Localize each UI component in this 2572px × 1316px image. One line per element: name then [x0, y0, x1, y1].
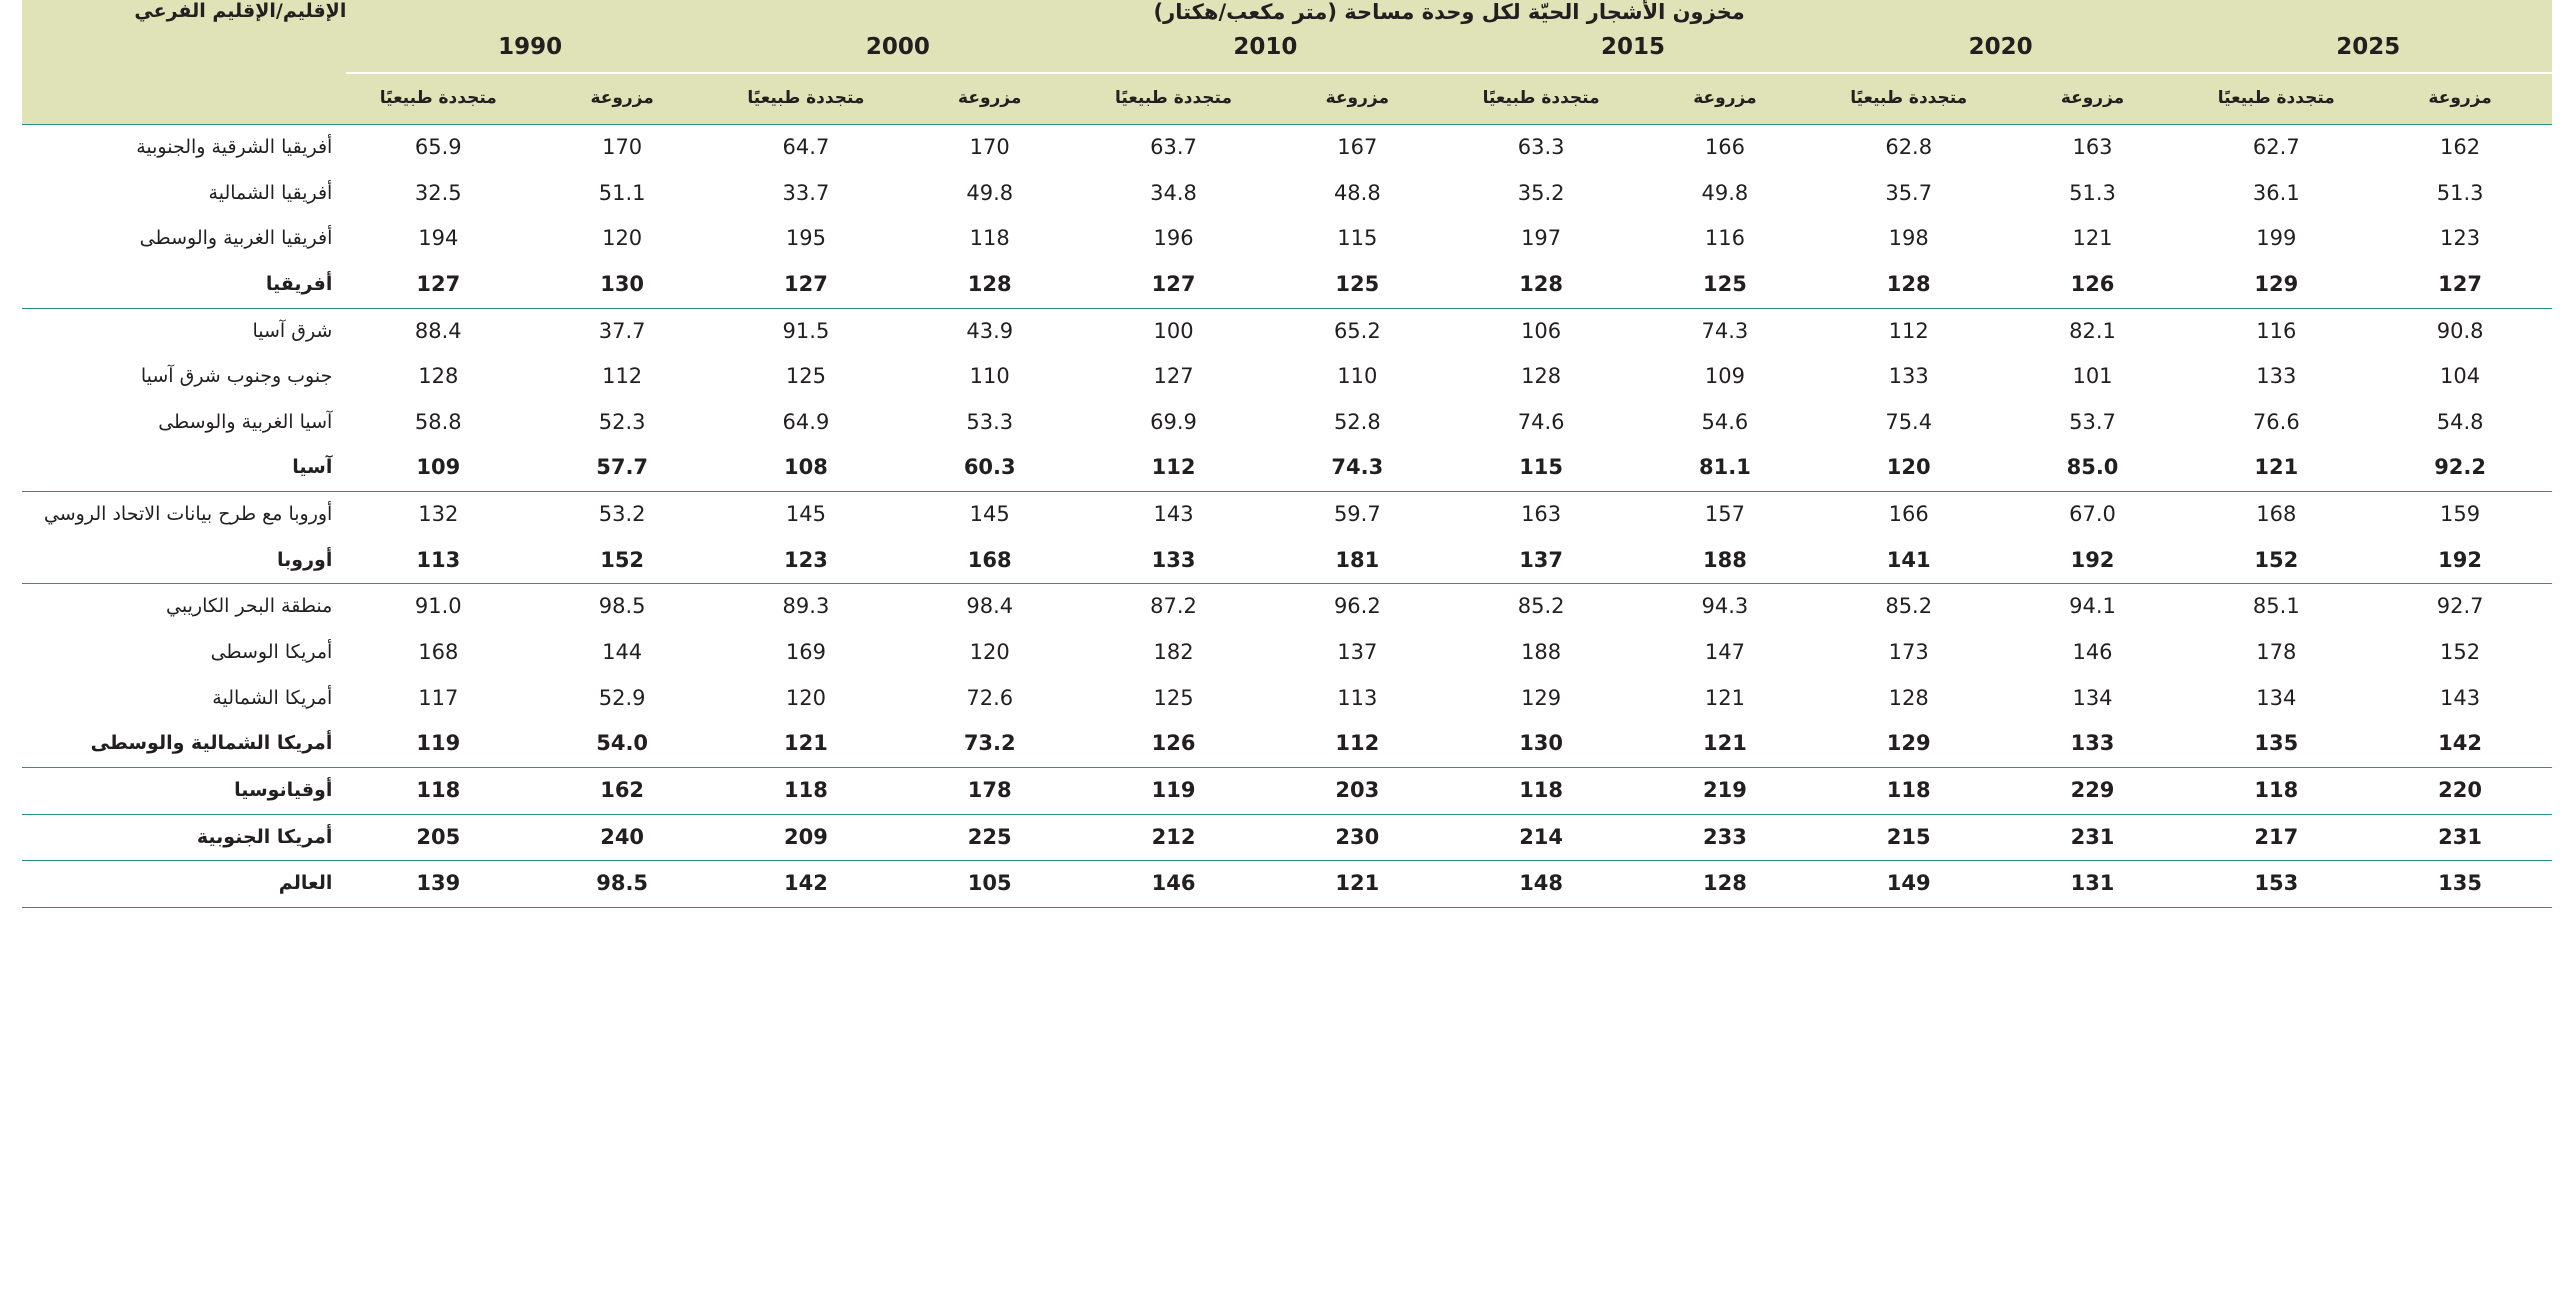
table-cell: 137: [1449, 538, 1633, 584]
table-cell: 51.3: [2436, 180, 2484, 205]
table-cell: 54.0: [530, 721, 714, 767]
subheader-natural-2010: متجددة طبيعيًا: [1082, 73, 1266, 125]
table-cell: 141: [1817, 538, 2001, 584]
table-row: [22, 814, 2552, 861]
table-cell: 115: [1449, 445, 1633, 491]
table-row: [22, 630, 2552, 676]
table-cell: 113: [1337, 685, 1378, 710]
table-cell: 53.2: [598, 502, 646, 527]
table-cell: 120: [602, 226, 643, 251]
table-cell: 173: [1888, 640, 1929, 665]
table-cell: 43.9: [966, 318, 1014, 343]
table-cell: 72.6: [966, 685, 1014, 710]
table-cell: 199: [2256, 226, 2297, 251]
table-cell: 135: [2184, 721, 2368, 767]
table-cell: 203: [1265, 767, 1449, 814]
table-cell: 92.7: [2436, 594, 2484, 619]
table-cell: 94.1: [2069, 594, 2116, 619]
table-cell: 49.8: [1701, 180, 1749, 205]
row-label: أمريكا الشمالية: [212, 686, 333, 709]
table-cell: 162: [530, 767, 714, 814]
year-header-2015: 2015: [1449, 24, 1817, 73]
table-cell: 127: [1153, 364, 1194, 389]
table-cell: 53.7: [2069, 409, 2116, 434]
table-row: [22, 676, 2552, 722]
table-cell: 135: [2368, 861, 2552, 908]
table-cell: 128: [1633, 861, 1817, 908]
table-row: [22, 125, 2552, 171]
table-cell: 112: [1888, 318, 1929, 343]
table-cell: 170: [898, 125, 1082, 171]
row-label: آسيا: [22, 445, 346, 491]
table-row: [22, 492, 2552, 538]
subheader-planted-2020: مزروعة: [2001, 73, 2185, 125]
subheader-natural-2015: متجددة طبيعيًا: [1449, 73, 1633, 125]
table-cell: 65.2: [1333, 318, 1381, 343]
table-cell: 170: [530, 125, 714, 171]
table-cell: 36.1: [2252, 180, 2300, 205]
table-cell: 109: [346, 445, 530, 491]
row-label: أمريكا الشمالية والوسطى: [22, 721, 346, 767]
table-cell: 220: [2368, 767, 2552, 814]
table-cell: 98.5: [598, 594, 646, 619]
table-cell: 132: [418, 502, 459, 527]
subheader-natural-2000: متجددة طبيعيًا: [714, 73, 898, 125]
table-cell: 100: [1153, 318, 1194, 343]
row-label: أفريقيا الشرقية والجنوبية: [22, 125, 346, 171]
table-cell: 152: [530, 538, 714, 584]
table-cell: 85.0: [2001, 445, 2185, 491]
table-cell: 116: [2256, 318, 2297, 343]
table-cell: 130: [1449, 721, 1633, 767]
table-cell: 88.4: [414, 318, 462, 343]
forest-growing-stock-table: [22, 0, 2552, 908]
table-cell: 53.3: [966, 409, 1014, 434]
row-label: أفريقيا الغربية والوسطى: [139, 227, 333, 250]
table-cell: 192: [2001, 538, 2185, 584]
row-label: أفريقيا الشمالية: [208, 181, 333, 204]
table-cell: 112: [1265, 721, 1449, 767]
table-cell: 121: [714, 721, 898, 767]
table-cell: 181: [1265, 538, 1449, 584]
table-cell: 128: [418, 364, 459, 389]
table-cell: 37.7: [598, 318, 646, 343]
table-cell: 51.1: [598, 180, 646, 205]
table-cell: 143: [1153, 502, 1194, 527]
year-header-2010: 2010: [1082, 24, 1450, 73]
table-cell: 34.8: [1150, 180, 1197, 205]
row-label: أمريكا الوسطى: [210, 641, 333, 664]
table-cell: 128: [1817, 262, 2001, 308]
table-cell: 128: [1888, 685, 1929, 710]
table-cell: 127: [2368, 262, 2552, 308]
table-cell: 131: [2001, 861, 2185, 908]
table-cell: 123: [2440, 226, 2481, 251]
table-cell: 65.9: [346, 125, 530, 171]
table-cell: 54.6: [1701, 409, 1749, 434]
subheader-planted-2025: مزروعة: [2368, 73, 2552, 125]
table-cell: 49.8: [966, 180, 1014, 205]
table-row: [22, 308, 2552, 354]
table-cell: 146: [1082, 861, 1266, 908]
table-cell: 119: [346, 721, 530, 767]
table-cell: 108: [714, 445, 898, 491]
row-label: أوروبا: [22, 538, 346, 584]
table-cell: 128: [1449, 262, 1633, 308]
table-cell: 192: [2368, 538, 2552, 584]
table-cell: 117: [418, 685, 459, 710]
table-cell: 121: [2072, 226, 2113, 251]
table-cell: 81.1: [1633, 445, 1817, 491]
table-row: [22, 400, 2552, 446]
table-cell: 74.3: [1701, 318, 1749, 343]
table-cell: 157: [1704, 502, 1745, 527]
table-cell: 219: [1633, 767, 1817, 814]
subheader-planted-1990: مزروعة: [530, 73, 714, 125]
table-cell: 163: [2001, 125, 2185, 171]
table-cell: 110: [1337, 364, 1378, 389]
table-cell: 64.9: [782, 409, 830, 434]
table-cell: 194: [418, 226, 459, 251]
table-cell: 137: [1337, 640, 1378, 665]
table-cell: 35.7: [1885, 180, 1933, 205]
subheader-planted-2010: مزروعة: [1265, 73, 1449, 125]
table-cell: 94.3: [1701, 594, 1749, 619]
year-header-2020: 2020: [1817, 24, 2185, 73]
row-label: العالم: [22, 861, 346, 908]
table-cell: 133: [2001, 721, 2185, 767]
table-cell: 133: [1888, 364, 1929, 389]
row-label: آسيا الغربية والوسطى: [158, 410, 333, 433]
table-cell: 126: [2001, 262, 2185, 308]
table-cell: 128: [1521, 364, 1562, 389]
table-cell: 146: [2072, 640, 2113, 665]
table-cell: 69.9: [1150, 409, 1197, 434]
table-cell: 104: [2440, 364, 2481, 389]
table-row: [22, 584, 2552, 630]
table-cell: 75.4: [1885, 409, 1933, 434]
subheader-planted-2000: مزروعة: [898, 73, 1082, 125]
table-header: [22, 0, 2552, 125]
table-cell: 214: [1449, 814, 1633, 861]
table-cell: 115: [1337, 226, 1378, 251]
table-cell: 112: [1082, 445, 1266, 491]
table-cell: 148: [1449, 861, 1633, 908]
table-row: [22, 354, 2552, 400]
table-cell: 127: [714, 262, 898, 308]
table-row: [22, 216, 2552, 262]
table-cell: 188: [1633, 538, 1817, 584]
table-cell: 198: [1888, 226, 1929, 251]
table-cell: 128: [898, 262, 1082, 308]
table-cell: 59.7: [1333, 502, 1381, 527]
table-cell: 85.2: [1517, 594, 1565, 619]
table-cell: 233: [1633, 814, 1817, 861]
table-cell: 98.5: [530, 861, 714, 908]
table-cell: 91.5: [782, 318, 830, 343]
table-cell: 197: [1521, 226, 1562, 251]
subheader-natural-2025: متجددة طبيعيًا: [2184, 73, 2368, 125]
row-label: أفريقيا: [22, 262, 346, 308]
table-cell: 120: [785, 685, 826, 710]
table-cell: 62.8: [1817, 125, 2001, 171]
table-cell: 62.7: [2184, 125, 2368, 171]
table-cell: 152: [2440, 640, 2481, 665]
table-cell: 76.6: [2252, 409, 2300, 434]
table-cell: 152: [2184, 538, 2368, 584]
table-cell: 144: [602, 640, 643, 665]
table-cell: 119: [1082, 767, 1266, 814]
table-cell: 89.3: [782, 594, 830, 619]
table-cell: 52.9: [598, 685, 646, 710]
table-row: [22, 445, 2552, 491]
table-cell: 32.5: [414, 180, 462, 205]
table-cell: 178: [2256, 640, 2297, 665]
table-cell: 225: [898, 814, 1082, 861]
row-label: أمريكا الجنوبية: [22, 814, 346, 861]
table-cell: 168: [418, 640, 459, 665]
table-cell: 205: [346, 814, 530, 861]
table-cell: 57.7: [530, 445, 714, 491]
table-cell: 149: [1817, 861, 2001, 908]
table-cell: 51.3: [2069, 180, 2116, 205]
table-cell: 134: [2256, 685, 2297, 710]
table-cell: 129: [2184, 262, 2368, 308]
table-cell: 60.3: [898, 445, 1082, 491]
table-cell: 133: [2256, 364, 2297, 389]
table-cell: 217: [2184, 814, 2368, 861]
table-cell: 125: [785, 364, 826, 389]
subheader-row: [22, 73, 2552, 125]
table-cell: 167: [1265, 125, 1449, 171]
year-header-row: [22, 24, 2552, 73]
table-cell: 159: [2440, 502, 2481, 527]
row-label: أوقيانوسيا: [22, 767, 346, 814]
table-cell: 33.7: [782, 180, 830, 205]
table-cell: 63.3: [1449, 125, 1633, 171]
table-cell: 82.1: [2069, 318, 2116, 343]
table-body: [22, 125, 2552, 908]
table-cell: 153: [2184, 861, 2368, 908]
table-title: مخزون الأشجار الحيّة لكل وحدة مساحة (متر مكعب/هكتار): [346, 0, 2552, 24]
table-cell: 118: [969, 226, 1010, 251]
table-cell: 145: [969, 502, 1010, 527]
table-cell: 129: [1521, 685, 1562, 710]
table-cell: 109: [1704, 364, 1745, 389]
table-cell: 52.3: [598, 409, 646, 434]
table-cell: 121: [2184, 445, 2368, 491]
table-cell: 35.2: [1517, 180, 1565, 205]
table-cell: 134: [2072, 685, 2113, 710]
table-row: [22, 171, 2552, 217]
table-cell: 52.8: [1333, 409, 1381, 434]
table-cell: 129: [1817, 721, 2001, 767]
table-cell: 142: [714, 861, 898, 908]
table-cell: 139: [346, 861, 530, 908]
table-cell: 166: [1888, 502, 1929, 527]
table-row: [22, 861, 2552, 908]
table-cell: 105: [898, 861, 1082, 908]
table-cell: 178: [898, 767, 1082, 814]
table-cell: 212: [1082, 814, 1266, 861]
table-row: [22, 767, 2552, 814]
table-cell: 87.2: [1150, 594, 1197, 619]
table-cell: 85.1: [2252, 594, 2300, 619]
table-row: [22, 721, 2552, 767]
table-cell: 67.0: [2069, 502, 2116, 527]
year-header-2025: 2025: [2184, 24, 2552, 73]
table-cell: 169: [785, 640, 826, 665]
table-cell: 91.0: [414, 594, 462, 619]
table-cell: 113: [346, 538, 530, 584]
table-cell: 240: [530, 814, 714, 861]
table-cell: 116: [1704, 226, 1745, 251]
table-cell: 147: [1704, 640, 1745, 665]
table-cell: 106: [1521, 318, 1562, 343]
table-cell: 127: [1082, 262, 1266, 308]
row-label: منطقة البحر الكاريبي: [166, 595, 333, 618]
table-cell: 58.8: [414, 409, 462, 434]
subheader-planted-2015: مزروعة: [1633, 73, 1817, 125]
table-cell: 166: [1633, 125, 1817, 171]
table-cell: 215: [1817, 814, 2001, 861]
table-cell: 123: [714, 538, 898, 584]
table-cell: 162: [2368, 125, 2552, 171]
table-cell: 168: [898, 538, 1082, 584]
table-cell: 90.8: [2436, 318, 2484, 343]
row-label: شرق آسيا: [252, 319, 333, 342]
row-header-title: الإقليم/الإقليم الفرعي: [22, 0, 346, 125]
table-cell: 92.2: [2368, 445, 2552, 491]
table-cell: 133: [1082, 538, 1266, 584]
table-cell: 64.7: [714, 125, 898, 171]
table-cell: 121: [1704, 685, 1745, 710]
table-cell: 125: [1633, 262, 1817, 308]
table-cell: 231: [2368, 814, 2552, 861]
year-header-1990: 1990: [346, 24, 714, 73]
table-cell: 231: [2001, 814, 2185, 861]
table-cell: 101: [2072, 364, 2113, 389]
table-cell: 127: [346, 262, 530, 308]
table-cell: 112: [602, 364, 643, 389]
table-cell: 74.3: [1265, 445, 1449, 491]
table-cell: 54.8: [2436, 409, 2484, 434]
table-cell: 121: [1265, 861, 1449, 908]
table-cell: 118: [1449, 767, 1633, 814]
year-header-2000: 2000: [714, 24, 1082, 73]
table-cell: 73.2: [898, 721, 1082, 767]
table-cell: 48.8: [1333, 180, 1381, 205]
table-cell: 120: [969, 640, 1010, 665]
table-title-row: [22, 0, 2552, 24]
table-cell: 130: [530, 262, 714, 308]
table-cell: 74.6: [1517, 409, 1565, 434]
table-cell: 98.4: [966, 594, 1014, 619]
row-label: أوروبا مع طرح بيانات الاتحاد الروسي: [43, 503, 333, 526]
table-cell: 85.2: [1885, 594, 1933, 619]
table-cell: 188: [1521, 640, 1562, 665]
table-cell: 145: [785, 502, 826, 527]
table-cell: 125: [1265, 262, 1449, 308]
table-row: [22, 262, 2552, 308]
table-cell: 63.7: [1082, 125, 1266, 171]
table-row: [22, 538, 2552, 584]
table-cell: 182: [1153, 640, 1194, 665]
table-cell: 96.2: [1333, 594, 1381, 619]
table-cell: 120: [1817, 445, 2001, 491]
table-cell: 195: [785, 226, 826, 251]
table-cell: 196: [1153, 226, 1194, 251]
subheader-natural-1990: متجددة طبيعيًا: [346, 73, 530, 125]
table-cell: 126: [1082, 721, 1266, 767]
table-cell: 118: [714, 767, 898, 814]
table-cell: 143: [2440, 685, 2481, 710]
table-cell: 118: [346, 767, 530, 814]
table-cell: 229: [2001, 767, 2185, 814]
table-cell: 168: [2256, 502, 2297, 527]
table-cell: 118: [2184, 767, 2368, 814]
table-cell: 125: [1153, 685, 1194, 710]
table-cell: 121: [1633, 721, 1817, 767]
table-cell: 209: [714, 814, 898, 861]
table-cell: 118: [1817, 767, 2001, 814]
table-cell: 163: [1521, 502, 1562, 527]
subheader-natural-2020: متجددة طبيعيًا: [1817, 73, 2001, 125]
table-cell: 142: [2368, 721, 2552, 767]
table-cell: 110: [969, 364, 1010, 389]
table-cell: 230: [1265, 814, 1449, 861]
row-label: جنوب وجنوب شرق آسيا: [140, 365, 333, 388]
